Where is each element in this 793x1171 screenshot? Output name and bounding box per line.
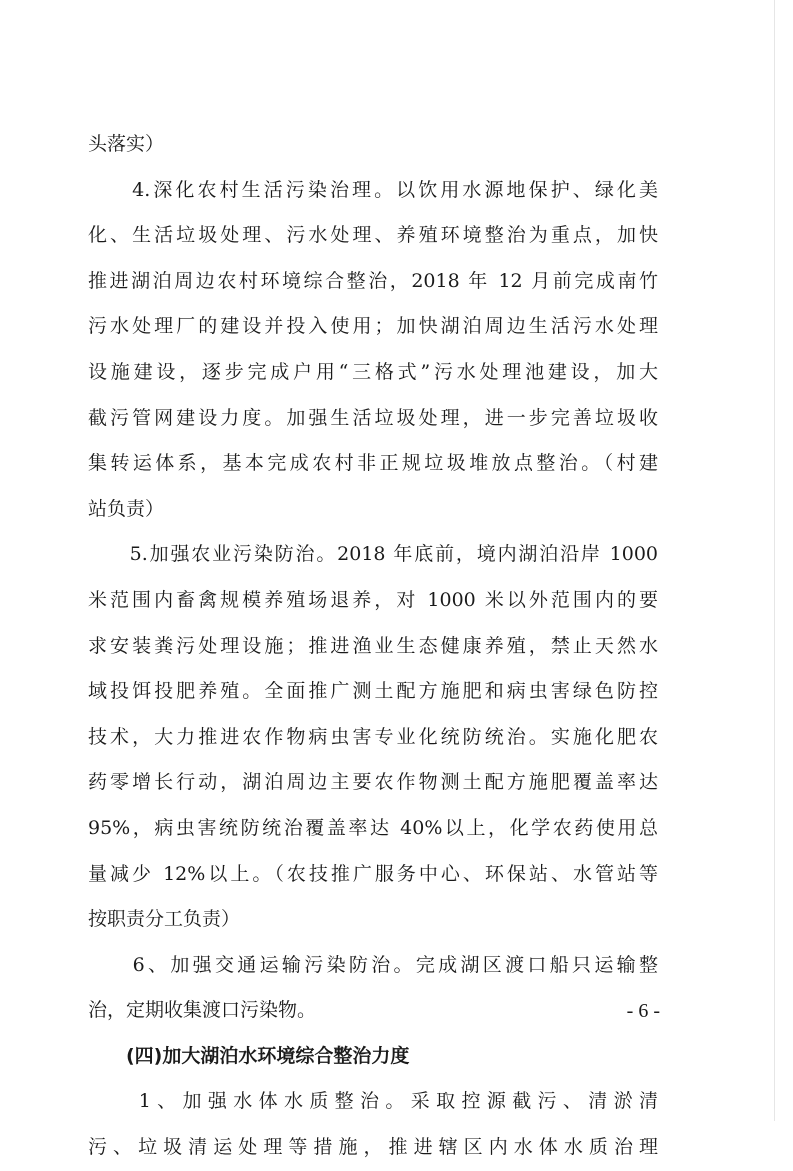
text-line: 技术，大力推进农作物病虫害专业化统防统治。实施化肥农 xyxy=(88,725,658,748)
text-line: 米范围内畜禽规模养殖场退养，对 1000 米以外范围内的要 xyxy=(88,588,658,611)
text-line: 按职责分工负责） xyxy=(88,908,241,931)
text-line: 站负责） xyxy=(88,497,165,520)
text-line: 5.加强农业污染防治。2018 年底前，境内湖泊沿岸 1000 xyxy=(88,543,658,566)
text-line: 6、加强交通运输污染防治。完成湖区渡口船只运输整 xyxy=(88,953,658,976)
text-line: 污水处理厂的建设并投入使用；加快湖泊周边生活污水处理 xyxy=(88,315,658,338)
text-line: 污、垃圾清运处理等措施，推进辖区内水体水质治理 xyxy=(88,1136,658,1159)
text-line: 求安装粪污处理设施；推进渔业生态健康养殖，禁止天然水 xyxy=(88,634,658,657)
text-line: 头落实） xyxy=(88,133,165,155)
text-line: 量减少 12%以上。（农技推广服务中心、环保站、水管站等 xyxy=(88,862,658,885)
page-number: - 6 - xyxy=(626,1000,660,1022)
text-line: 集转运体系，基本完成农村非正规垃圾堆放点整治。（村建 xyxy=(88,452,658,475)
text-line: 推进湖泊周边农村环境综合整治，2018 年 12 月前完成南竹 xyxy=(88,269,658,292)
scan-edge-line xyxy=(774,0,775,1121)
text-line: 4.深化农村生活污染治理。以饮用水源地保护、绿化美 xyxy=(88,178,658,201)
text-line: 域投饵投肥养殖。全面推广测土配方施肥和病虫害绿色防控 xyxy=(88,680,658,703)
text-line: 设施建设，逐步完成户用“三格式”污水处理池建设，加大 xyxy=(88,360,658,383)
text-line: 化、生活垃圾处理、污水处理、养殖环境整治为重点，加快 xyxy=(88,224,658,247)
section-heading: (四)加大湖泊水环境综合整治力度 xyxy=(88,1044,410,1067)
text-line: 治，定期收集渡口污染物。 xyxy=(88,999,317,1022)
document-body xyxy=(88,122,658,1171)
text-line: 药零增长行动，湖泊周边主要农作物测土配方施肥覆盖率达 xyxy=(88,771,658,794)
text-line: 1、加强水体水质整治。采取控源截污、清淤清 xyxy=(88,1090,658,1113)
text-line: 95%，病虫害统防统治覆盖率达 40%以上，化学农药使用总 xyxy=(88,816,658,839)
text-line: 截污管网建设力度。加强生活垃圾处理，进一步完善垃圾收 xyxy=(88,406,658,429)
